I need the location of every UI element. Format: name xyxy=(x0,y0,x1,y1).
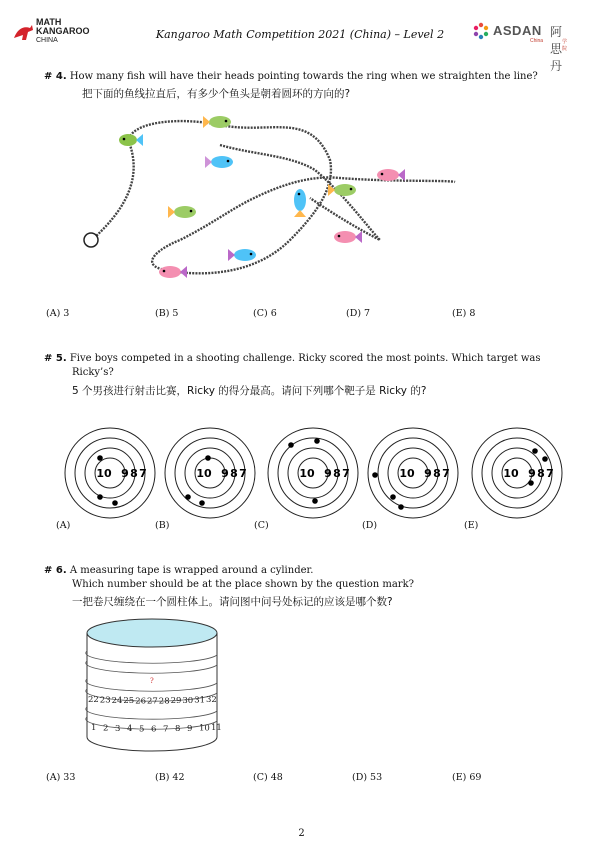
ring-label: 8 xyxy=(230,467,238,480)
ring-label: 8 xyxy=(333,467,341,480)
tape-number: 26 xyxy=(135,696,147,707)
ring-label: 8 xyxy=(130,467,138,480)
fish-icon xyxy=(294,189,306,217)
q6-option-b[interactable]: (B) 42 xyxy=(155,772,185,783)
q6-option-d[interactable]: (D) 53 xyxy=(352,772,383,783)
ring-label: 10 xyxy=(399,467,415,480)
tape-number: 6 xyxy=(151,724,157,735)
logo-line-math: MATH xyxy=(36,17,62,27)
cylinder-figure xyxy=(85,615,220,755)
tape-number: 8 xyxy=(175,724,181,735)
ring-label: 8 xyxy=(433,467,441,480)
q6-text-en-2: Which number should be at the place shown by the question mark? xyxy=(72,579,415,590)
ring-label: 9 xyxy=(324,467,332,480)
ring-label: 9 xyxy=(424,467,432,480)
fish-icon xyxy=(228,249,256,261)
shot-dot xyxy=(532,448,538,454)
target-a[interactable] xyxy=(62,425,158,521)
ring-label: 7 xyxy=(239,467,247,480)
page-number: 2 xyxy=(298,828,305,839)
tape-number: 29 xyxy=(170,696,182,707)
tape-number: 2 xyxy=(103,723,109,734)
ring-label: 7 xyxy=(546,467,554,480)
tape-number: 28 xyxy=(158,696,170,707)
target-d[interactable] xyxy=(365,425,461,521)
tape-number: 30 xyxy=(182,695,194,706)
asdan-brand: ASDAN xyxy=(493,23,542,38)
tape-number: 22 xyxy=(88,695,99,705)
shot-dot xyxy=(314,438,320,444)
ring xyxy=(84,233,98,247)
logo-line-china: CHINA xyxy=(36,37,58,44)
q4-option-e[interactable]: (E) 8 xyxy=(452,308,476,319)
ring-label: 10 xyxy=(503,467,519,480)
ring-label: 10 xyxy=(96,467,112,480)
tape-number: 27 xyxy=(147,696,158,707)
shot-dot xyxy=(205,455,211,461)
ring-label: 9 xyxy=(528,467,536,480)
shot-dot xyxy=(390,494,396,500)
q4-text-en: How many fish will have their heads pointing towards the ring when we straighten the line? xyxy=(69,71,538,82)
asdan-flower-icon xyxy=(472,22,490,40)
tape-number: 32 xyxy=(206,695,217,705)
targets-row xyxy=(0,425,603,535)
shot-dot xyxy=(528,480,534,486)
fish-line-figure xyxy=(70,100,470,295)
q6-text-line1 xyxy=(44,565,313,576)
q6-text-en-1: A measuring tape is wrapped around a cylinder. xyxy=(69,565,314,576)
shot-dot xyxy=(542,456,548,462)
asdan-sub: China xyxy=(530,38,544,44)
fish-icon xyxy=(203,116,231,128)
tape-number: 11 xyxy=(211,723,222,733)
ring-label: 10 xyxy=(196,467,212,480)
asdan-cn: 阿思丹 xyxy=(550,25,563,73)
ring-label: 8 xyxy=(537,467,545,480)
shot-dot xyxy=(199,500,205,506)
shot-dot xyxy=(97,494,103,500)
q4-option-d[interactable]: (D) 7 xyxy=(346,308,371,319)
shot-dot xyxy=(112,500,118,506)
q6-text-cn: 一把卷尺缠绕在一个圆柱体上。请问图中问号处标记的应该是哪个数? xyxy=(72,596,393,608)
q4-text-cn: 把下面的鱼线拉直后，有多少个鱼头是朝着圆环的方向的? xyxy=(82,88,351,100)
ring-label: 9 xyxy=(121,467,129,480)
kangaroo-icon xyxy=(12,22,34,44)
target-label-c: (C) xyxy=(254,520,269,531)
target-label-d: (D) xyxy=(362,520,378,531)
shot-dot xyxy=(398,504,404,510)
fish-icon xyxy=(334,231,362,243)
shot-dot xyxy=(97,455,103,461)
tape-number: 10 xyxy=(199,723,210,734)
tape-question-mark: ? xyxy=(150,677,154,685)
tape-number: 5 xyxy=(139,724,145,735)
tape-number: 31 xyxy=(194,695,206,706)
shot-dot xyxy=(288,442,294,448)
target-label-e: (E) xyxy=(464,520,479,531)
logo-line-kangaroo: KANGAROO xyxy=(36,26,90,36)
q4-text xyxy=(44,71,538,82)
q6-option-c[interactable]: (C) 48 xyxy=(253,772,283,783)
q5-text-en-2: Ricky’s? xyxy=(72,367,114,378)
fish-group xyxy=(119,116,405,278)
q5-text-cn: 5 个男孩进行射击比赛，Ricky 的得分最高。请问下列哪个靶子是 Ricky 的? xyxy=(72,385,427,397)
tape-number: 24 xyxy=(111,695,123,706)
q4-option-b[interactable]: (B) 5 xyxy=(155,308,179,319)
q5-text-en-1: Five boys competed in a shooting challenge. Ricky scored the most points. Which target was xyxy=(69,353,541,364)
q5-text-line1 xyxy=(44,353,541,364)
fish-icon xyxy=(168,206,196,218)
q6-option-e[interactable]: (E) 69 xyxy=(452,772,482,783)
ring-label: 7 xyxy=(342,467,350,480)
q4-number: # 4. xyxy=(44,71,67,82)
fish-icon xyxy=(205,156,233,168)
target-label-b: (B) xyxy=(155,520,170,531)
q6-option-a[interactable]: (A) 33 xyxy=(46,772,76,783)
fish-icon xyxy=(159,266,187,278)
asdan-sub-cn: 学院 xyxy=(562,39,568,52)
fish-icon xyxy=(119,134,143,146)
shot-dot xyxy=(372,472,378,478)
q4-option-c[interactable]: (C) 6 xyxy=(253,308,277,319)
tape-number: 25 xyxy=(123,696,135,707)
shot-dot xyxy=(185,494,191,500)
target-e[interactable] xyxy=(469,425,565,521)
page-header-title: Kangaroo Math Competition 2021 (China) – Level 2 xyxy=(155,28,445,41)
tape-number: 4 xyxy=(127,724,133,735)
target-c[interactable] xyxy=(265,425,361,521)
q4-option-a[interactable]: (A) 3 xyxy=(46,308,70,319)
tape-number: 1 xyxy=(91,723,97,733)
target-b[interactable] xyxy=(162,425,258,521)
ring-label: 7 xyxy=(139,467,147,480)
tape-number: 9 xyxy=(187,723,193,734)
tape-number: 23 xyxy=(99,695,111,706)
ring-label: 7 xyxy=(442,467,450,480)
ring-label: 10 xyxy=(299,467,315,480)
fish-icon xyxy=(377,169,405,181)
tape-number: 3 xyxy=(115,723,121,734)
q6-number: # 6. xyxy=(44,565,67,576)
target-label-a: (A) xyxy=(56,520,71,531)
tape-number: 7 xyxy=(163,724,169,735)
q5-number: # 5. xyxy=(44,353,67,364)
ring-label: 9 xyxy=(221,467,229,480)
shot-dot xyxy=(312,498,318,504)
